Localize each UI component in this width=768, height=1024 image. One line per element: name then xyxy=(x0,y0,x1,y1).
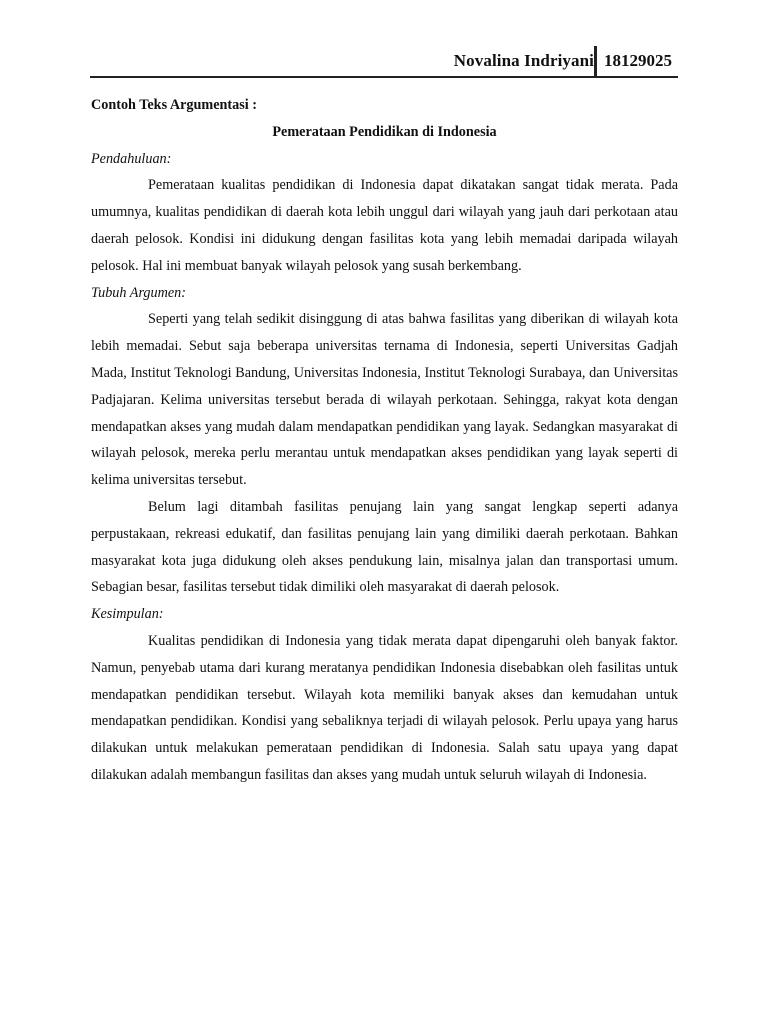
paragraph: Pemerataan kualitas pendidikan di Indonesia dapat dikatakan sangat tidak merata. Pada umumnya, kualitas pendidikan di daerah kota lebih unggul dari wilayah yang jauh dari perkotaan atau daerah pelosok. Kondisi ini didukung dengan fasilitas kota yang lebih memadai daripada wilayah pelosok. Hal ini membuat banyak wilayah pelosok yang susah berkembang. xyxy=(91,177,678,274)
student-id: 18129025 xyxy=(604,51,672,70)
section-heading-kesimpulan: Kesimpulan: xyxy=(91,606,164,623)
section-heading-pendahuluan: Pendahuluan: xyxy=(91,150,172,167)
header-separator xyxy=(594,46,597,78)
header-rule xyxy=(90,76,678,78)
document-body xyxy=(91,92,678,789)
paragraph: Belum lagi ditambah fasilitas penujang lain yang sangat lengkap seperti adanya perpustakaan, rekreasi edukatif, dan fasilitas penujang lain yang dimiliki daerah perkotaan. Bahkan masyarakat kota juga didukung oleh akses pendukung lain, misalnya jalan dan transportasi umum. Sebagian besar, fasilitas tersebut tidak dimiliki oleh masyarakat di daerah pelosok. xyxy=(91,498,678,596)
paragraph: Seperti yang telah sedikit disinggung di atas bahwa fasilitas yang diberikan di wilayah kota lebih memadai. Sebut saja beberapa universitas ternama di Indonesia, seperti Universitas Gadjah Mada, Institut Teknologi Bandung, Universitas Indonesia, Institut Teknologi Surabaya, dan Universitas Padjajaran. Kelima universitas tersebut berada di wilayah perkotaan. Sehingga, rakyat kota dengan mendapatkan akses yang mudah dalam mendapatkan pendidikan yang layak. Sedangkan masyarakat di wilayah pelosok, mereka perlu merantau untuk mendapatkan akses pendidikan yang layak seperti di kelima universitas tersebut. xyxy=(91,311,678,489)
paragraph: Kualitas pendidikan di Indonesia yang tidak merata dapat dipengaruhi oleh banyak faktor. Namun, penyebab utama dari kurang meratanya pendidikan Indonesia disebabkan oleh fasilitas untuk mendapatkan pendidikan tersebut. Wilayah kota memiliki banyak akses dan kemudahan untuk mendapatkan pendidikan. Kondisi yang sebaliknya terjadi di wilayah pelosok. Perlu upaya yang harus dilakukan untuk melakukan pemerataan pendidikan di Indonesia. Salah satu upaya yang dapat dilakukan adalah membangun fasilitas dan akses yang mudah untuk seluruh wilayah di Indonesia. xyxy=(91,632,678,783)
page-header xyxy=(0,44,768,78)
document-title: Pemerataan Pendidikan di Indonesia xyxy=(272,123,497,140)
author-name: Novalina Indriyani xyxy=(453,51,594,70)
document-label: Contoh Teks Argumentasi : xyxy=(91,97,257,113)
section-heading-tubuh-argumen: Tubuh Argumen: xyxy=(91,284,186,301)
